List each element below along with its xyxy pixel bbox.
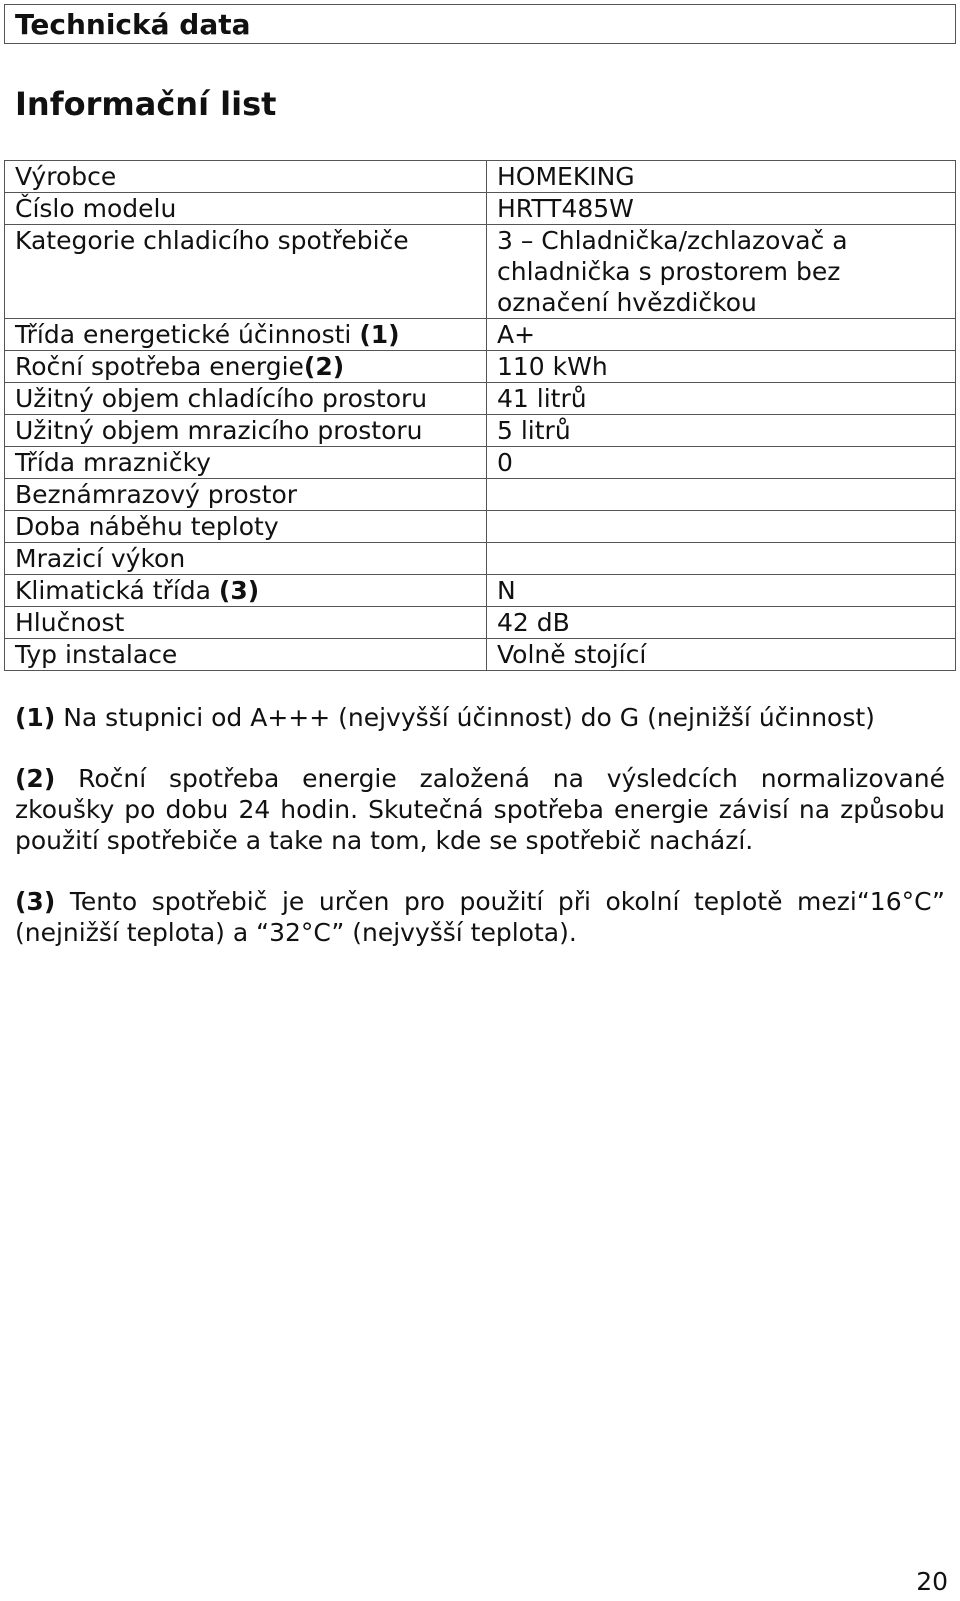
row-label-cell	[5, 511, 487, 543]
row-value	[487, 543, 956, 575]
row-label: Třída mrazničky	[15, 448, 211, 477]
row-label-cell	[5, 447, 487, 479]
footnote-2	[15, 763, 945, 856]
row-value: 41 litrů	[487, 383, 956, 415]
row-label: Typ instalace	[15, 640, 178, 669]
row-label-cell	[5, 383, 487, 415]
footnote-3	[15, 886, 945, 948]
row-label: Roční spotřeba energie	[15, 352, 304, 381]
footnote-text: Tento spotřebič je určen pro použití při okolní teplotě mezi“16°C” (nejnižší teplota) a “32°C” (nejvyšší teplota).	[15, 887, 945, 947]
row-value: N	[487, 575, 956, 607]
row-label: Klimatická třída	[15, 576, 219, 605]
row-value: A+	[487, 319, 956, 351]
table-row	[5, 639, 956, 671]
table-row	[5, 607, 956, 639]
row-value	[487, 511, 956, 543]
row-label: Užitný objem chladícího prostoru	[15, 384, 428, 413]
row-value: 3 – Chladnička/zchlazovač a chladnička s prostorem bez označení hvězdičkou	[487, 225, 956, 319]
footnote-text: Roční spotřeba energie založená na výsledcích normalizované zkoušky po dobu 24 hodin. Skutečná spotřeba energie závisí na způsobu použití spotřebiče a take na tom, kde se spotřebič nachází.	[15, 764, 945, 855]
table-row	[5, 193, 956, 225]
section-header	[4, 4, 956, 44]
table-row	[5, 319, 956, 351]
row-value: HRTT485W	[487, 193, 956, 225]
footnote-ref: (1)	[15, 703, 56, 732]
table-row	[5, 161, 956, 193]
footnote-ref: (3)	[15, 887, 56, 916]
row-label: Třída energetické účinnosti	[15, 320, 360, 349]
row-value: 5 litrů	[487, 415, 956, 447]
row-ref: (1)	[359, 320, 400, 349]
row-value: Volně stojící	[487, 639, 956, 671]
row-label: Beznámrazový prostor	[15, 480, 298, 509]
info-table	[4, 160, 956, 671]
row-value: HOMEKING	[487, 161, 956, 193]
row-ref: (3)	[218, 576, 260, 605]
row-value: 110 kWh	[487, 351, 956, 383]
row-label-cell	[5, 225, 487, 319]
row-label: Výrobce	[15, 162, 117, 191]
row-label: Mrazicí výkon	[15, 544, 186, 573]
row-label: Číslo modelu	[15, 194, 177, 223]
row-value: 0	[487, 447, 956, 479]
row-label: Hlučnost	[15, 608, 125, 637]
row-label-cell	[5, 543, 487, 575]
row-label-cell	[5, 161, 487, 193]
row-label-cell	[5, 575, 487, 607]
row-label-cell	[5, 607, 487, 639]
row-value: 42 dB	[487, 607, 956, 639]
table-row	[5, 225, 956, 319]
row-label-cell	[5, 479, 487, 511]
page-title: Informační list	[15, 85, 277, 123]
row-label: Doba náběhu teploty	[15, 512, 279, 541]
row-ref: (2)	[303, 352, 345, 381]
table-row	[5, 543, 956, 575]
table-row	[5, 415, 956, 447]
row-label-cell	[5, 415, 487, 447]
row-label: Užitný objem mrazicího prostoru	[15, 416, 423, 445]
page-number: 20	[916, 1567, 948, 1596]
row-label: Kategorie chladicího spotřebiče	[15, 226, 409, 255]
table-row	[5, 447, 956, 479]
row-label-cell	[5, 639, 487, 671]
row-label-cell	[5, 351, 487, 383]
row-label-cell	[5, 319, 487, 351]
table-row	[5, 511, 956, 543]
table-row	[5, 479, 956, 511]
footnote-1	[15, 702, 945, 733]
table-row	[5, 351, 956, 383]
table-row	[5, 575, 956, 607]
section-title: Technická data	[15, 8, 251, 41]
footnote-ref: (2)	[15, 764, 56, 793]
row-label-cell	[5, 193, 487, 225]
row-value	[487, 479, 956, 511]
table-row	[5, 383, 956, 415]
footnote-text: Na stupnici od A+++ (nejvyšší účinnost) do G (nejnižší účinnost)	[55, 703, 875, 732]
